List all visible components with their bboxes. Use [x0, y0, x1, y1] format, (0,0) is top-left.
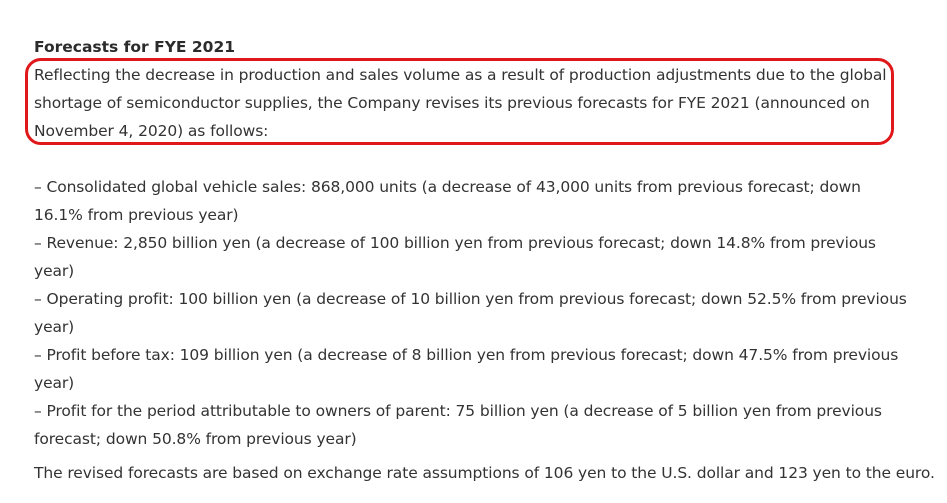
forecast-item-profit-before-tax: – Profit before tax: 109 billion yen (a decrease of 8 billion yen from previous forecast; down 47.5% from previous year)	[34, 346, 899, 392]
intro-paragraph: Reflecting the decrease in production and sales volume as a result of production adjustments due to the global shortage of semiconductor supplies, the Company revises its previous forecasts for FYE 2021 (announced on November 4, 2020) as follows:	[34, 66, 887, 140]
section-heading: Forecasts for FYE 2021	[34, 38, 236, 56]
forecast-item-operating-profit: – Operating profit: 100 billion yen (a decrease of 10 billion yen from previous forecast; down 52.5% from previous year)	[34, 290, 907, 336]
forecast-section	[34, 33, 914, 145]
exchange-rate-note: The revised forecasts are based on exchange rate assumptions of 106 yen to the U.S. dollar and 123 yen to the euro.	[34, 464, 935, 482]
forecast-item-vehicle-sales: – Consolidated global vehicle sales: 868,000 units (a decrease of 43,000 units from previous forecast; down 16.1% from previous year)	[34, 178, 861, 224]
forecast-item-revenue: – Revenue: 2,850 billion yen (a decrease of 100 billion yen from previous forecast; down 14.8% from previous year)	[34, 234, 876, 280]
forecast-list	[34, 173, 914, 453]
forecast-item-profit-attributable: – Profit for the period attributable to owners of parent: 75 billion yen (a decrease of 5 billion yen from previous forecast; down 50.8% from previous year)	[34, 402, 882, 448]
